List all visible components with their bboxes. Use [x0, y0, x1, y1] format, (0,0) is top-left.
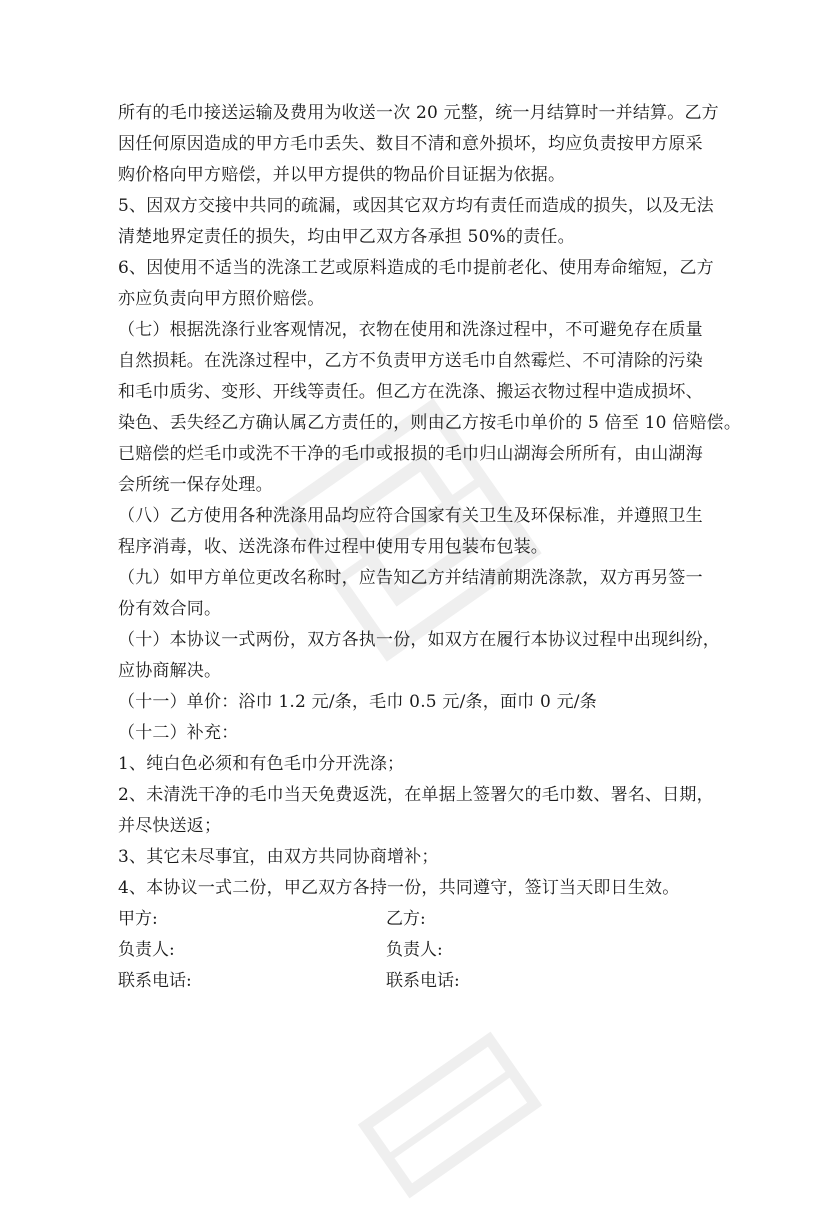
text-line: 4、本协议一式二份，甲乙双方各持一份，共同遵守，签订当天即日生效。 — [118, 878, 680, 898]
contract-body — [118, 98, 742, 904]
text-line: 1、纯白色必须和有色毛巾分开洗涤； — [118, 754, 405, 774]
person-a-label: 负责人: — [118, 940, 175, 960]
text-line: （十一）单价：浴巾 1.2 元/条，毛巾 0.5 元/条，面巾 0 元/条 — [118, 692, 597, 712]
signature-row-party — [118, 904, 730, 935]
text-line: 和毛巾质劣、变形、开线等责任。但乙方在洗涤、搬运衣物过程中造成损坏、 — [118, 382, 703, 402]
text-line: 清楚地界定责任的损失，均由甲乙双方各承担 50%的责任。 — [118, 227, 575, 247]
text-line: 并尽快送返； — [118, 816, 222, 836]
signature-block — [118, 904, 730, 997]
text-line: 亦应负责向甲方照价赔偿。 — [118, 289, 325, 309]
text-line: 自然损耗。在洗涤过程中，乙方不负责甲方送毛巾自然霉烂、不可清除的污染 — [118, 351, 703, 371]
text-line: 染色、丢失经乙方确认属乙方责任的，则由乙方按毛巾单价的 5 倍至 10 倍赔偿。 — [118, 413, 742, 433]
text-line: 3、其它未尽事宜，由双方共同协商增补； — [118, 847, 439, 867]
phone-a-label: 联系电话: — [118, 971, 192, 991]
person-b-label: 负责人: — [386, 940, 443, 960]
text-line: 已赔偿的烂毛巾或洗不干净的毛巾或报损的毛巾归山湖海会所所有，由山湖海 — [118, 444, 703, 464]
text-line: （九）如甲方单位更改名称时，应告知乙方并结清前期洗涤款，双方再另签一 — [118, 568, 703, 588]
watermark-icon — [345, 1018, 556, 1211]
text-line: 因任何原因造成的甲方毛巾丢失、数目不清和意外损坏，均应负责按甲方原采 — [118, 134, 703, 154]
signature-row-person — [118, 935, 730, 966]
text-line: 份有效合同。 — [118, 599, 222, 619]
text-line: （十二）补充： — [118, 723, 239, 743]
party-a-label: 甲方: — [118, 909, 158, 929]
party-b-label: 乙方: — [386, 909, 426, 929]
text-line: 购价格向甲方赔偿，并以甲方提供的物品价目证据为依据。 — [118, 165, 566, 185]
text-line: 5、因双方交接中共同的疏漏，或因其它双方均有责任而造成的损失，以及无法 — [118, 196, 714, 216]
text-line: 2、未清洗干净的毛巾当天免费返洗，在单据上签署欠的毛巾数、署名、日期， — [118, 785, 714, 805]
signature-row-phone — [118, 966, 730, 997]
phone-b-label: 联系电话: — [386, 971, 460, 991]
text-line: （八）乙方使用各种洗涤用品均应符合国家有关卫生及环保标准，并遵照卫生 — [118, 506, 703, 526]
text-line: 所有的毛巾接送运输及费用为收送一次 20 元整，统一月结算时一并结算。乙方 — [118, 103, 719, 123]
text-line: 6、因使用不适当的洗涤工艺或原料造成的毛巾提前老化、使用寿命缩短，乙方 — [118, 258, 714, 278]
text-line: （十）本协议一式两份，双方各执一份，如双方在履行本协议过程中出现纠纷， — [118, 630, 720, 650]
text-line: 应协商解决。 — [118, 661, 222, 681]
text-line: 程序消毒，收、送洗涤布件过程中使用专用包装布包装。 — [118, 537, 548, 557]
text-line: （七）根据洗涤行业客观情况，衣物在使用和洗涤过程中，不可避免存在质量 — [118, 320, 703, 340]
text-line: 会所统一保存处理。 — [118, 475, 273, 495]
